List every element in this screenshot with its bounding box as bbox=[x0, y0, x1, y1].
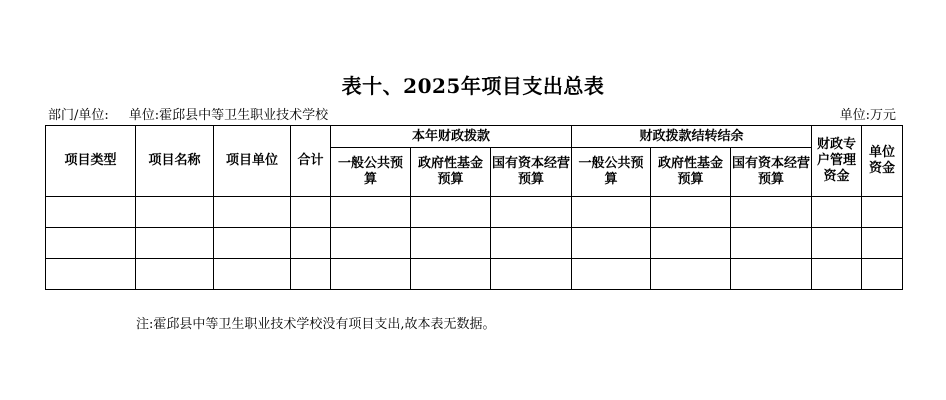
table-cell bbox=[862, 228, 903, 259]
header-project-type: 项目类型 bbox=[46, 126, 136, 197]
table-cell bbox=[812, 259, 862, 290]
header-project-name: 项目名称 bbox=[136, 126, 214, 197]
header-current-state-capital-budget: 国有资本经营预算 bbox=[491, 148, 572, 197]
header-current-gov-fund-budget: 政府性基金预算 bbox=[411, 148, 491, 197]
table-cell bbox=[291, 259, 331, 290]
table-note: 注:霍邱县中等卫生职业技术学校没有项目支出,故本表无数据。 bbox=[136, 317, 496, 332]
table-cell bbox=[291, 197, 331, 228]
table-cell bbox=[491, 197, 572, 228]
table-cell bbox=[572, 259, 651, 290]
page-title: 表十、2025年项目支出总表 bbox=[341, 74, 605, 98]
header-carryover-balance: 财政拨款结转结余 bbox=[572, 126, 812, 148]
table-cell bbox=[572, 197, 651, 228]
header-current-general-budget: 一般公共预算 bbox=[331, 148, 411, 197]
table-cell bbox=[46, 228, 136, 259]
table-cell bbox=[46, 259, 136, 290]
table-cell bbox=[731, 197, 812, 228]
table-cell bbox=[136, 228, 214, 259]
table-row bbox=[46, 259, 903, 290]
table-cell bbox=[331, 197, 411, 228]
table-cell bbox=[331, 259, 411, 290]
table-cell bbox=[651, 228, 731, 259]
table-cell bbox=[812, 228, 862, 259]
table-cell bbox=[411, 259, 491, 290]
header-project-unit: 项目单位 bbox=[214, 126, 291, 197]
table-cell bbox=[331, 228, 411, 259]
table-cell bbox=[491, 259, 572, 290]
unit-prefix: 单位: bbox=[128, 108, 160, 123]
table-cell bbox=[214, 228, 291, 259]
department-info bbox=[48, 104, 328, 123]
table-cell bbox=[862, 259, 903, 290]
header-carryover-gov-fund-budget: 政府性基金预算 bbox=[651, 148, 731, 197]
table-row bbox=[46, 228, 903, 259]
header-total: 合计 bbox=[291, 126, 331, 197]
header-carryover-general-budget: 一般公共预算 bbox=[572, 148, 651, 197]
table-cell bbox=[291, 228, 331, 259]
table-row bbox=[46, 197, 903, 228]
table-cell bbox=[731, 259, 812, 290]
table-cell bbox=[411, 197, 491, 228]
table-cell bbox=[214, 197, 291, 228]
table-cell bbox=[214, 259, 291, 290]
department-label: 部门/单位: bbox=[48, 108, 109, 123]
table-cell bbox=[136, 259, 214, 290]
table-cell bbox=[651, 259, 731, 290]
table-cell bbox=[862, 197, 903, 228]
table-cell bbox=[812, 197, 862, 228]
unit-name: 霍邱县中等卫生职业技术学校 bbox=[159, 108, 329, 123]
table-cell bbox=[651, 197, 731, 228]
header-current-year-appropriation: 本年财政拨款 bbox=[331, 126, 572, 148]
table-cell bbox=[572, 228, 651, 259]
table-cell bbox=[136, 197, 214, 228]
currency-unit: 单位:万元 bbox=[839, 108, 896, 123]
table-cell bbox=[46, 197, 136, 228]
project-expenditure-table bbox=[45, 125, 903, 290]
table-cell bbox=[731, 228, 812, 259]
table-cell bbox=[411, 228, 491, 259]
header-carryover-state-capital-budget: 国有资本经营预算 bbox=[731, 148, 812, 197]
table-cell bbox=[491, 228, 572, 259]
header-unit-fund: 单位资金 bbox=[862, 126, 903, 197]
header-special-account-fund: 财政专户管理资金 bbox=[812, 126, 862, 197]
